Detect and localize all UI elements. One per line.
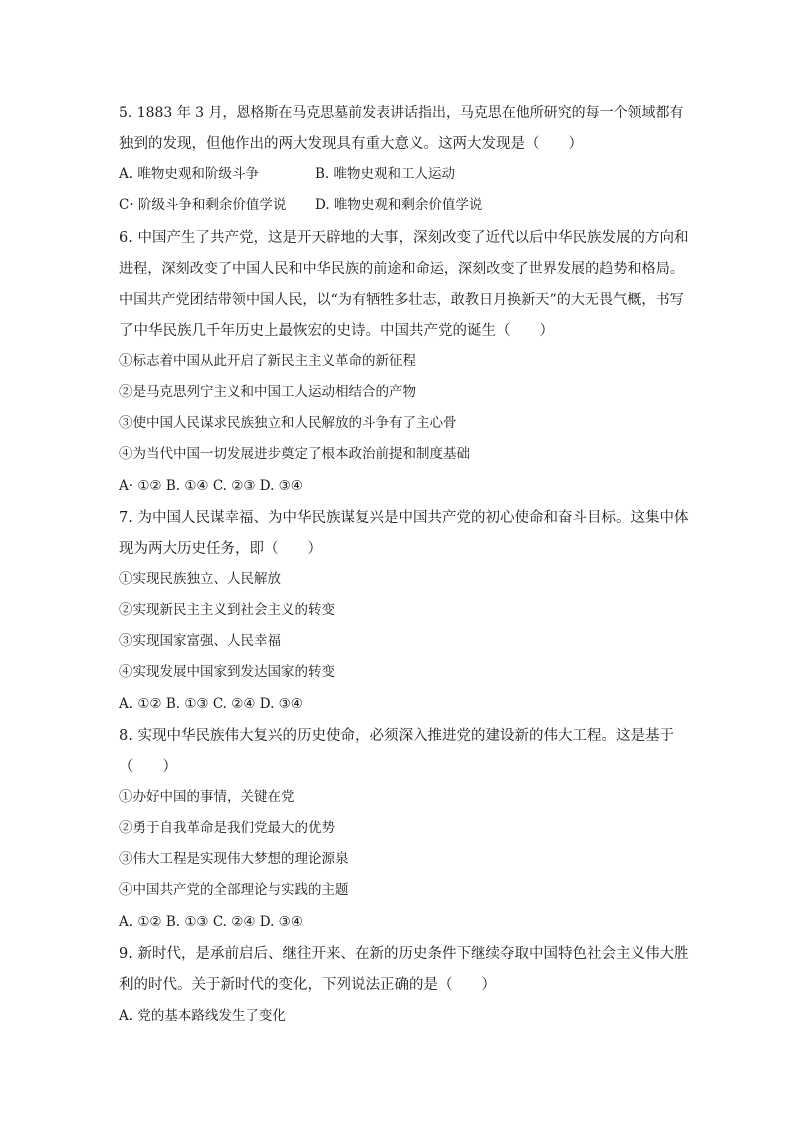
question-7-answer-options: A. ①② B. ①③ C. ②④ D. ③④ — [119, 696, 303, 712]
question-5-stem-line-1: 5. 1883 年 3 月，恩格斯在马克思墓前发表讲话指出，马克思在他所研究的每一个领域都有 — [119, 105, 684, 121]
question-6-answer-options: A· ①② B. ①④ C. ②③ D. ③④ — [119, 478, 303, 494]
question-7-stem-line-1: 7. 为中国人民谋幸福、为中华民族谋复兴是中国共产党的初心使命和奋斗目标。这集中体 — [119, 510, 689, 526]
question-6-item-3: ③使中国人民谋求民族独立和人民解放的斗争有了主心骨 — [119, 415, 457, 431]
question-6-item-4: ④为当代中国一切发展进步奠定了根本政治前提和制度基础 — [119, 446, 470, 462]
question-8-stem-line-2: （ ） — [119, 759, 177, 775]
question-8-item-3: ③伟大工程是实现伟大梦想的理论源泉 — [119, 851, 349, 867]
question-7-item-2: ②实现新民主主义到社会主义的转变 — [119, 602, 335, 618]
question-5-option-d: D. 唯物史观和剩余价值学说 — [315, 197, 483, 213]
question-5-option-b: B. 唯物史观和工人运动 — [315, 166, 456, 182]
question-5-option-c: C· 阶级斗争和剩余价值学说 — [119, 197, 287, 213]
question-5-option-a: A. 唯物史观和阶级斗争 — [119, 166, 259, 182]
question-9-stem-line-1: 9. 新时代，是承前启后、继往开来、在新的历史条件下继续夺取中国特色社会主义伟大胜 — [119, 946, 689, 962]
question-8-stem-line-1: 8. 实现中华民族伟大复兴的历史使命，必须深入推进党的建设新的伟大工程。这是基于 — [119, 728, 674, 744]
question-8-item-4: ④中国共产党的全部理论与实践的主题 — [119, 882, 349, 898]
question-7-item-3: ③实现国家富强、人民幸福 — [119, 633, 281, 649]
question-8-item-1: ①办好中国的事情，关键在党 — [119, 789, 295, 805]
question-6-stem-line-3: 中国共产党团结带领中国人民，以“为有牺牲多壮志，敢教日月换新天”的大无畏气概，书写 — [119, 292, 684, 308]
question-6-stem-line-4: 了中华民族几千年历史上最恢宏的史诗。中国共产党的诞生（ ） — [119, 323, 554, 339]
question-9-stem-line-2: 利的时代。关于新时代的变化，下列说法正确的是（ ） — [119, 977, 496, 993]
question-6-stem-line-1: 6. 中国产生了共产党，这是开天辟地的大事，深刻改变了近代以后中华民族发展的方向和 — [119, 230, 689, 246]
question-7-stem-line-2: 现为两大历史任务，即（ ） — [119, 541, 322, 557]
question-6-item-1: ①标志着中国从此开启了新民主主义革命的新征程 — [119, 353, 416, 369]
question-7-item-4: ④实现发展中国家到发达国家的转变 — [119, 664, 335, 680]
question-9-option-a: A. 党的基本路线发生了变化 — [119, 1008, 286, 1024]
question-6-stem-line-2: 进程，深刻改变了中国人民和中华民族的前途和命运，深刻改变了世界发展的趋势和格局。 — [119, 261, 685, 277]
question-5-stem-line-2: 独到的发现，但他作出的两大发现具有重大意义。这两大发现是（ ） — [119, 136, 583, 152]
question-8-item-2: ②勇于自我革命是我们党最大的优势 — [119, 820, 335, 836]
question-8-answer-options: A. ①② B. ①③ C. ②④ D. ③④ — [119, 914, 303, 930]
question-7-item-1: ①实现民族独立、人民解放 — [119, 571, 281, 587]
question-6-item-2: ②是马克思列宁主义和中国工人运动相结合的产物 — [119, 384, 416, 400]
